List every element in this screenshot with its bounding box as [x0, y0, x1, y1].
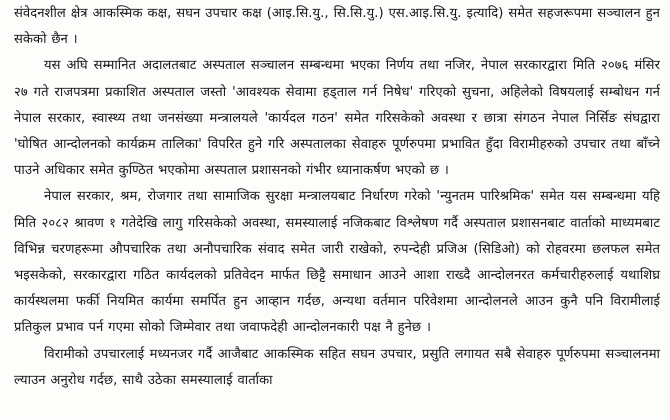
- paragraph-request-resume-services: विरामीको उपचारलाई मध्यनजर गर्दै आजैबाट आकस्मिक सहित सघन उपचार, प्रसुति लगायत सबै सेवाहरु पूर्णरुपमा सञ्चालनमा ल्याउन अनुरोध गर्दछ, साथै उठेका समस्यालाई वार्ताका: [14, 346, 660, 388]
- paragraph-clipped-top: संवेदनशील क्षेत्र आकस्मिक कक्ष, सघन उपचार कक्ष (आइ.सि.यु., सि.सि.यु.) एस.आइ.सि.यु. इत्यादि) समेत सहजरूपमा सञ्चालन हुन सकेको छैन ।: [14, 6, 660, 48]
- paragraph-minimum-wage-talks: नेपाल सरकार, श्रम, रोजगार तथा सामाजिक सुरक्षा मन्त्रालयबाट निर्धारण गरेको 'न्युनतम पारिश्रमिक' समेत यस सम्बन्धमा यहि मिति २०८२ श्रावण १ गतेदेखि लागु गरिसकेको अवस्था, समस्यालाई नजिकबाट विश्लेषण गर्दै अस्पताल प्रशासनबाट वार्ताको माध्यमबाट विभिन्न चरणहरूमा औपचारिक तथा अनौपचारिक संवाद समेत जारी राखेको, रुपन्देही प्रजिअ (सिडिओ) को रोहवरमा छलफल समेत भइसकेको, सरकारद्वारा गठित कार्यदलको प्रतिवेदन मार्फत छिट्टै समाधान आउने आशा राख्दै आन्दोलनरत कर्मचारीहरुलाई यथाशिघ्र कार्यस्थलमा फर्की नियमित कार्यमा समर्पित हुन आव्हान गर्दछ, अन्यथा वर्तमान परिवेशमा आन्दोलनले आउन कुनै पनि विरामीलाई प्रतिकुल प्रभाव पर्न गएमा सोको जिम्मेवार तथा जवाफदेही आन्दोलनकारी पक्ष नै हुनेछ ।: [14, 189, 660, 336]
- document-body: [14, 0, 660, 394]
- paragraph-court-order: यस अघि सम्मानित अदालतबाट अस्पताल सञ्चालन सम्बन्धमा भएका निर्णय तथा नजिर, नेपाल सरकारद्वारा मिति २०७६ मंसिर २७ गते राजपत्रमा प्रकाशित अस्पताल जस्तो 'आवश्यक सेवामा हड्ताल गर्न निषेध' गरिएको सुचना, अहिलेको विषयलाई सम्बोधन गर्न नेपाल सरकार, स्वास्थ्य तथा जनसंख्या मन्त्रालयले 'कार्यदल गठन' समेत गरिसकेको अवस्था र छात्रा संगठन नेपाल निर्सिङ संघद्वारा 'घोषित आन्दोलनको कार्यक्रम तालिका' विपरित हुने गरि अस्पतालका सेवाहरु पूर्णरुपमा प्रभावित हुँदा विरामीहरुको उपचार तथा बाँच्ने पाउने अधिकार समेत कुण्ठित भएकोमा अस्पताल प्रशासनको गंभीर ध्यानाकर्षण भएको छ ।: [14, 58, 660, 179]
